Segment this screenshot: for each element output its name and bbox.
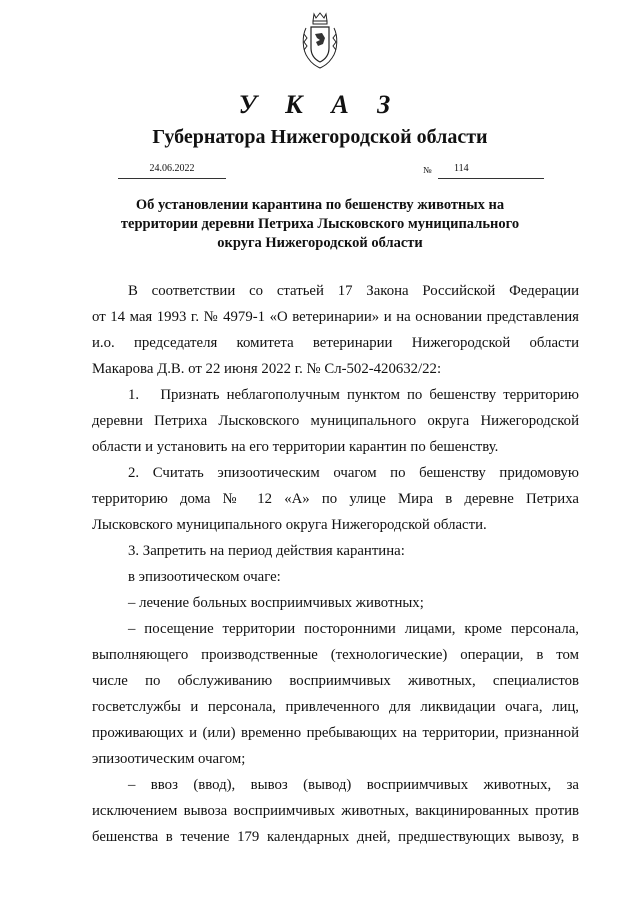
text-line: эпизоотическим очагом; — [92, 751, 246, 767]
restriction-transport-paragraph — [92, 772, 579, 850]
text-line: госветслужбы и персонала, привлеченного для ликвидации очага, лиц, — [92, 699, 579, 715]
text-line: В соответствии со статьей 17 Закона Российской Федерации — [128, 283, 579, 299]
restriction-visit-paragraph — [92, 616, 579, 772]
text-line: 2. Считать эпизоотическим очагом по бешенству придомовую — [128, 465, 579, 481]
coat-of-arms-emblem — [300, 12, 340, 70]
text-line: выполняющего производственные (технологические) операции, в том — [92, 647, 579, 663]
text-line: области и установить на его территории карантин по бешенству. — [92, 439, 499, 455]
document-number-field — [438, 162, 544, 179]
text-line: – ввоз (ввод), вывоз (вывод) восприимчивых животных, за — [128, 777, 579, 793]
text-line: в эпизоотическом очаге: — [128, 569, 281, 585]
text-line: и.о. председателя комитета ветеринарии Нижегородской области — [92, 335, 579, 351]
text-line: бешенства в течение 179 календарных дней, предшествующих вывозу, в — [92, 829, 579, 845]
clause-1-paragraph — [92, 382, 579, 460]
text-line: 1. Признать неблагополучным пунктом по бешенству территорию — [128, 387, 579, 403]
preamble-paragraph — [92, 278, 579, 382]
text-line: исключением вывоза восприимчивых животных, вакцинированных против — [92, 803, 579, 819]
clause-2-paragraph — [92, 460, 579, 538]
decree-subject — [100, 196, 540, 253]
text-line: проживающих и (или) временно пребывающих на территории, признанной — [92, 725, 579, 741]
document-date: 24.06.2022 — [118, 162, 226, 179]
text-line: 3. Запретить на период действия карантина: — [128, 543, 405, 559]
document-type-title: У К А З — [238, 90, 402, 119]
subject-line: Об установлении карантина по бешенству животных на — [135, 197, 505, 213]
subject-line: округа Нижегородской области — [217, 235, 423, 251]
text-line: числе по обслуживанию восприимчивых животных, специалистов — [92, 673, 579, 689]
text-line: территорию дома № 12 «А» по улице Мира в деревне Петриха — [92, 491, 579, 507]
text-line: Макарова Д.В. от 22 июня 2022 г. № Сл-502-420632/22: — [92, 361, 442, 377]
text-line: – лечение больных восприимчивых животных; — [128, 595, 424, 611]
text-line: от 14 мая 1993 г. № 4979-1 «О ветеринарии» и на основании представления — [92, 309, 579, 325]
number-label: № — [423, 165, 432, 175]
clause-3-paragraph — [92, 538, 579, 616]
subject-line: территории деревни Петриха Лысковского муниципального — [120, 216, 520, 232]
text-line: – посещение территории посторонними лицами, кроме персонала, — [128, 621, 579, 637]
text-line: деревни Петриха Лысковского муниципального округа Нижегородской — [92, 413, 579, 429]
document-number: 114 — [454, 163, 469, 174]
issuer-title: Губернатора Нижегородской области — [152, 126, 488, 148]
text-line: Лысковского муниципального округа Нижегородской области. — [92, 517, 487, 533]
